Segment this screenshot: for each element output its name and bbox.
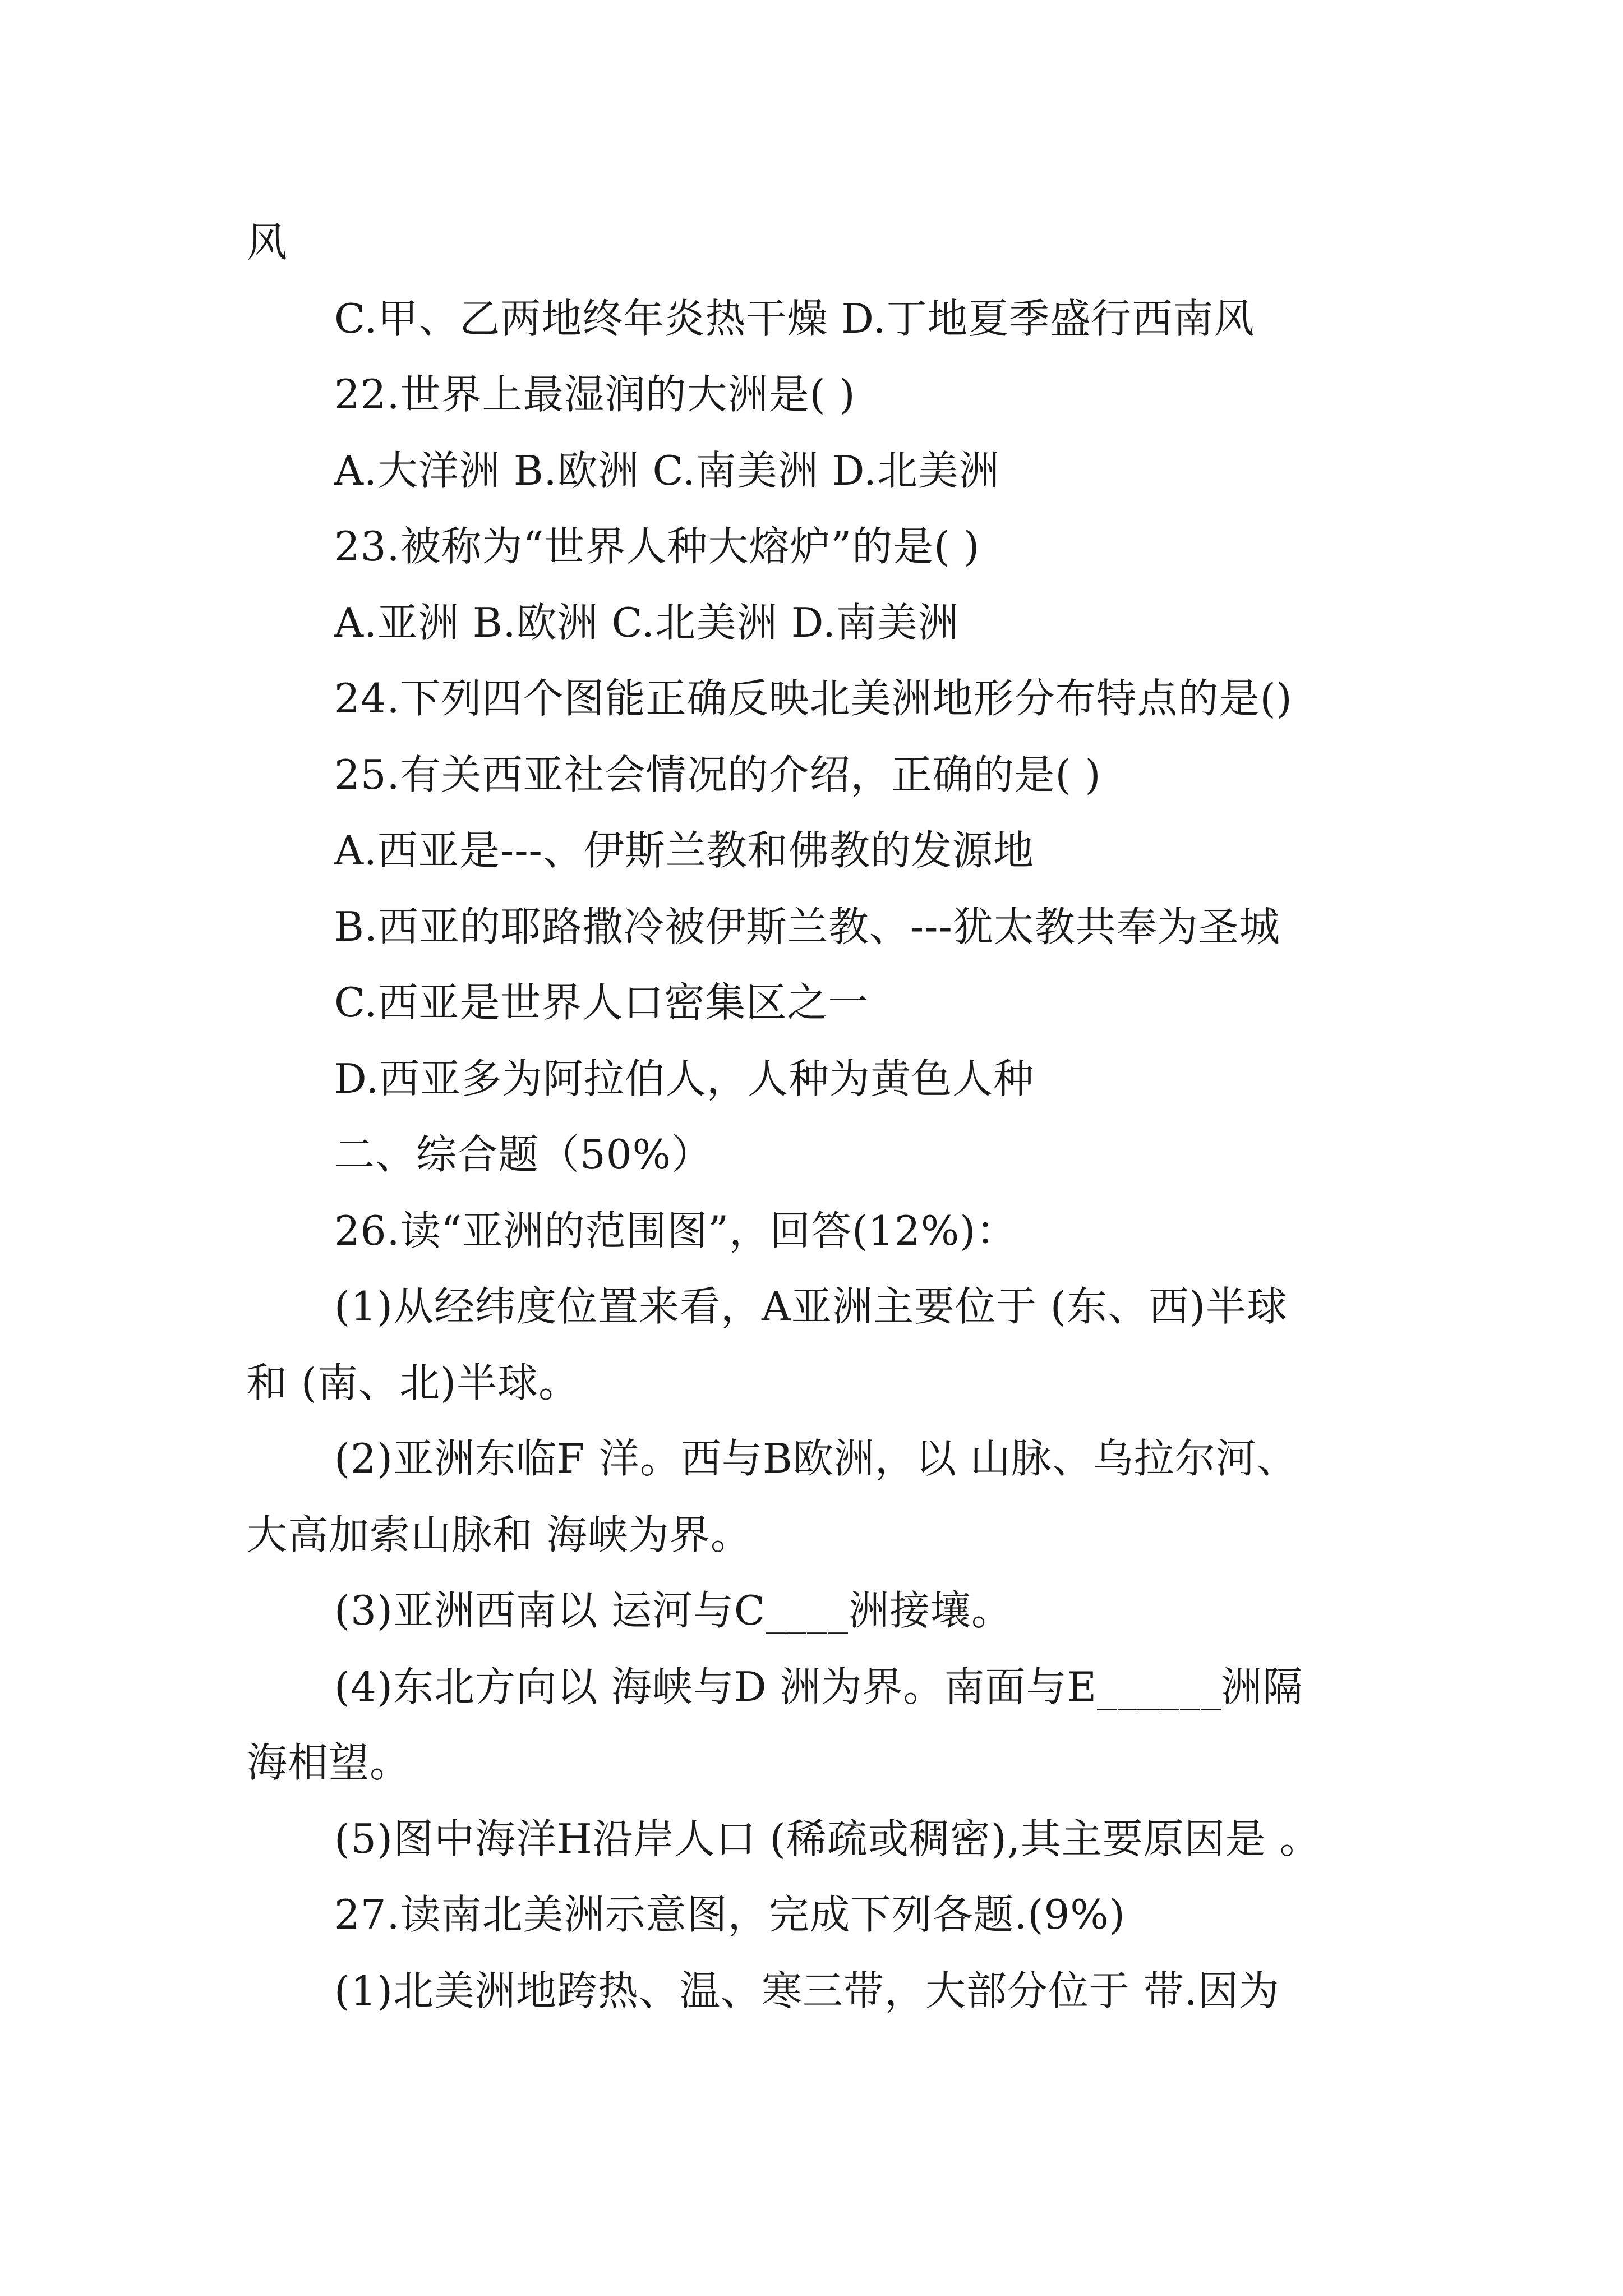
text-line-q27-part1: (1)北美洲地跨热、温、寒三带，大部分位于 带.因为: [334, 1967, 1280, 2014]
text-line-q26-part4: (4)东北方向以 海峡与D 洲为界。南面与E______洲隔: [334, 1663, 1304, 1710]
text-line-q23: 23.被称为“世界人种大熔炉”的是( ): [334, 523, 980, 570]
text-line-q25: 25.有关西亚社会情况的介绍，正确的是( ): [334, 751, 1101, 798]
text-line-q25-option-d: D.西亚多为阿拉伯人，人种为黄色人种: [334, 1055, 1035, 1102]
text-line-q23-options: A.亚洲 B.欧洲 C.北美洲 D.南美洲: [334, 599, 959, 646]
text-line-continuation: 风: [247, 219, 288, 266]
section-heading: 二、综合题（50%）: [334, 1131, 713, 1178]
text-line-q24: 24.下列四个图能正确反映北美洲地形分布特点的是(): [334, 675, 1293, 722]
text-line-q26: 26.读“亚洲的范围图”，回答(12%)：: [334, 1207, 1017, 1254]
text-line-q21-option-cd: C.甲、乙两地终年炎热干燥 D.丁地夏季盛行西南风: [334, 295, 1255, 342]
text-line-q27: 27.读南北美洲示意图，完成下列各题.(9%): [334, 1891, 1126, 1938]
text-line-q25-option-a: A.西亚是---、伊斯兰教和佛教的发源地: [334, 827, 1034, 874]
text-line-q26-part2: (2)亚洲东临F 洋。西与B欧洲，以 山脉、乌拉尔河、: [334, 1435, 1298, 1482]
text-line-q22-options: A.大洋洲 B.欧洲 C.南美洲 D.北美洲: [334, 447, 1000, 494]
text-line-q25-option-c: C.西亚是世界人口密集区之一: [334, 979, 869, 1026]
text-line-q22: 22.世界上最湿润的大洲是( ): [334, 371, 856, 418]
text-line-q26-part1-cont: 和 (南、北)半球。: [247, 1359, 580, 1406]
text-line-q26-part2-cont: 大高加索山脉和 海峡为界。: [247, 1511, 751, 1558]
text-line-q26-part4-cont: 海相望。: [247, 1739, 411, 1786]
text-line-q26-part3: (3)亚洲西南以 运河与C____洲接壤。: [334, 1587, 1012, 1634]
text-line-q26-part1: (1)从经纬度位置来看，A亚洲主要位于 (东、西)半球: [334, 1283, 1288, 1330]
text-line-q25-option-b: B.西亚的耶路撒冷被伊斯兰教、---犹太教共奉为圣城: [334, 903, 1280, 950]
text-line-q26-part5: (5)图中海洋H沿岸人口 (稀疏或稠密),其主要原因是 。: [334, 1815, 1321, 1862]
